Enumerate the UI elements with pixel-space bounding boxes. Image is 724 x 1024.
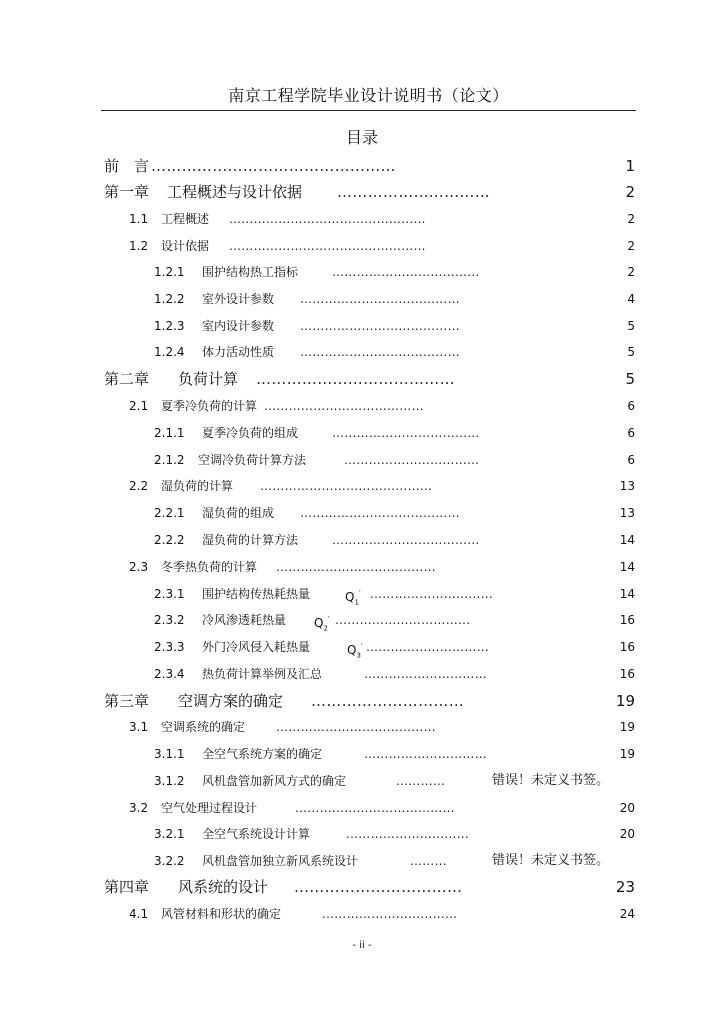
toc-page-number: 2 xyxy=(627,212,635,226)
toc-entry[interactable] xyxy=(0,315,724,337)
toc-entry-number: 3.2.1 xyxy=(154,827,185,841)
toc-entry-label: 室外设计参数 xyxy=(202,292,275,306)
toc-page-number: 1 xyxy=(625,157,635,175)
dot-leader: …………………………… xyxy=(344,453,480,467)
dot-leader: ………………………………… xyxy=(264,399,424,413)
toc-entry-label: 风机盘管加新风方式的确定 xyxy=(202,774,347,788)
dot-leader: ………………………… xyxy=(337,183,490,201)
toc-entry[interactable] xyxy=(0,181,724,203)
heat-load-symbol xyxy=(314,609,330,639)
toc-entry[interactable] xyxy=(0,556,724,578)
dot-leader: ……………………………… xyxy=(332,533,480,547)
toc-entry[interactable] xyxy=(0,155,724,177)
toc-page-number: 6 xyxy=(627,453,635,467)
toc-entry-number: 1.2.2 xyxy=(154,292,185,306)
toc-page-number: 13 xyxy=(619,479,635,493)
toc-entry-number: 4.1 xyxy=(129,907,149,921)
toc-page-number: 16 xyxy=(619,613,635,627)
toc-entry[interactable] xyxy=(0,288,724,310)
toc-page-number: 14 xyxy=(619,560,635,574)
dot-leader: ……………………………… xyxy=(332,265,480,279)
toc-entry-label: 体力活动性质 xyxy=(202,345,275,359)
symbol-subscript: 2 xyxy=(323,624,328,633)
toc-entry[interactable] xyxy=(0,636,724,658)
toc-entry-number: 2.3.2 xyxy=(154,613,185,627)
toc-entry[interactable] xyxy=(0,583,724,605)
symbol-letter: Q xyxy=(314,616,324,630)
bookmark-error-text: 错误！未定义书签。 xyxy=(492,853,610,868)
toc-entry-number: 3.2 xyxy=(129,801,149,815)
toc-entry-label: 工程概述 xyxy=(161,212,210,226)
dot-leader: ………………………… xyxy=(370,587,493,601)
toc-entry[interactable] xyxy=(0,422,724,444)
toc-entry-label: 全空气系统方案的确定 xyxy=(202,747,323,761)
dot-leader: ………………………… xyxy=(346,827,469,841)
toc-page-number: 24 xyxy=(619,907,635,921)
symbol-letter: Q xyxy=(345,590,355,604)
toc-entry-number: 3.1 xyxy=(129,720,149,734)
dot-leader: ………………………… xyxy=(364,667,487,681)
toc-page-number: 14 xyxy=(619,587,635,601)
toc-page-number: 6 xyxy=(627,426,635,440)
toc-entry-number: 2.2.2 xyxy=(154,533,185,547)
toc-entry-number: 3.1.1 xyxy=(154,747,185,761)
running-header: 南京工程学院毕业设计说明书（论文） xyxy=(101,84,636,111)
toc-entry-number: 第一章 xyxy=(104,183,150,201)
toc-entry-number: 1.2 xyxy=(129,239,149,253)
dot-leader: ………………………………………… xyxy=(229,212,426,226)
toc-entry-number: 1.2.1 xyxy=(154,265,185,279)
dot-leader: ………………………………… xyxy=(276,560,436,574)
dot-leader: ………………………… xyxy=(311,692,464,710)
toc-entry[interactable] xyxy=(0,903,724,925)
toc-entry[interactable] xyxy=(0,663,724,685)
toc-page-number: 23 xyxy=(615,878,635,896)
toc-entry-label: 围护结构热工指标 xyxy=(202,265,299,279)
toc-entry-number: 1.1 xyxy=(129,212,149,226)
toc-page-number: 5 xyxy=(627,345,635,359)
dot-leader: ………………………………… xyxy=(295,801,455,815)
toc-entry-number: 3.2.2 xyxy=(154,854,185,868)
dot-leader: ………………………………… xyxy=(300,319,460,333)
toc-entry[interactable] xyxy=(0,449,724,471)
toc-entry-label: 空调冷负荷计算方法 xyxy=(198,453,307,467)
toc-entry[interactable] xyxy=(0,823,724,845)
toc-entry-number: 1.2.3 xyxy=(154,319,185,333)
toc-page-number: 6 xyxy=(627,399,635,413)
toc-entry-label: 冷风渗透耗热量 xyxy=(202,613,287,627)
toc-entry[interactable] xyxy=(0,850,724,872)
toc-entry-number: 2.2 xyxy=(129,479,149,493)
toc-page-number: 5 xyxy=(625,370,635,388)
toc-entry-label: 空调方案的确定 xyxy=(178,692,284,710)
toc-entry-number: 2.3 xyxy=(129,560,149,574)
symbol-letter: Q xyxy=(347,643,357,657)
toc-entry-number: 2.2.1 xyxy=(154,506,185,520)
toc-page-number: 19 xyxy=(615,692,635,710)
dot-leader: …………………………… xyxy=(322,907,458,921)
dot-leader: ……… xyxy=(410,854,447,868)
dot-leader: ………………………………… xyxy=(300,292,460,306)
symbol-subscript: 3 xyxy=(356,651,361,660)
toc-entry-label: 围护结构传热耗热量 xyxy=(202,587,311,601)
toc-page-number: 5 xyxy=(627,319,635,333)
toc-entry[interactable] xyxy=(0,609,724,631)
toc-entry-label: 湿负荷的计算 xyxy=(161,479,234,493)
toc-page-number: 2 xyxy=(625,183,635,201)
dot-leader: ………………………………… xyxy=(276,720,436,734)
toc-page-number: 20 xyxy=(619,827,635,841)
toc-entry-number: 第三章 xyxy=(104,692,150,710)
toc-entry-label: 全空气系统设计计算 xyxy=(202,827,311,841)
toc-page-number: 16 xyxy=(619,667,635,681)
toc-entry[interactable] xyxy=(0,208,724,230)
symbol-prime: ′ xyxy=(360,642,363,651)
heat-load-symbol xyxy=(347,636,363,666)
dot-leader: ………………………… xyxy=(364,747,487,761)
toc-page-number: 2 xyxy=(627,265,635,279)
toc-page-number: 16 xyxy=(619,640,635,654)
toc-entry[interactable] xyxy=(0,529,724,551)
toc-entry-number: 第四章 xyxy=(104,878,150,896)
toc-entry-label: 夏季冷负荷的组成 xyxy=(202,426,299,440)
toc-entry-number: 2.3.1 xyxy=(154,587,185,601)
dot-leader: ………………………………………… xyxy=(229,239,426,253)
toc-entry[interactable] xyxy=(0,502,724,524)
toc-entry[interactable] xyxy=(0,235,724,257)
toc-entry-number: 2.1.1 xyxy=(154,426,185,440)
toc-page-number: 4 xyxy=(627,292,635,306)
toc-title: 目录 xyxy=(345,128,378,147)
toc-entry-label: 风系统的设计 xyxy=(178,878,269,896)
toc-entry-label: 工程概述与设计依据 xyxy=(167,183,303,201)
toc-page-number: 14 xyxy=(619,533,635,547)
dot-leader: ………………………………………… xyxy=(151,157,396,175)
symbol-prime: ′ xyxy=(358,589,361,598)
bookmark-error-text: 错误！未定义书签。 xyxy=(492,773,610,788)
toc-entry[interactable] xyxy=(0,368,724,390)
toc-entry[interactable] xyxy=(0,716,724,738)
toc-entry-number: 2.3.4 xyxy=(154,667,185,681)
toc-entry-label: 热负荷计算举例及汇总 xyxy=(202,667,323,681)
toc-entry-number: 3.1.2 xyxy=(154,774,185,788)
toc-entry[interactable] xyxy=(0,876,724,898)
toc-entry-number: 2.3.3 xyxy=(154,640,185,654)
dot-leader: …………………………………… xyxy=(260,479,433,493)
toc-entry-label: 外门冷风侵入耗热量 xyxy=(202,640,311,654)
toc-entry[interactable] xyxy=(0,690,724,712)
toc-page-number: 20 xyxy=(619,801,635,815)
toc-entry-label: 风机盘管加独立新风系统设计 xyxy=(202,854,359,868)
toc-entry-label: 湿负荷的组成 xyxy=(202,506,275,520)
toc-entry[interactable] xyxy=(0,743,724,765)
toc-entry-number: 前 言 xyxy=(104,157,150,175)
toc-entry-label: 湿负荷的计算方法 xyxy=(202,533,299,547)
page-number-footer: - ii - xyxy=(352,940,372,951)
symbol-prime: ′ xyxy=(327,615,330,624)
toc-entry-label: 空调系统的确定 xyxy=(161,720,246,734)
dot-leader: …………………………… xyxy=(294,878,463,896)
toc-page-number: 13 xyxy=(619,506,635,520)
toc-entry-number: 2.1.2 xyxy=(154,453,185,467)
toc-entry-label: 夏季冷负荷的计算 xyxy=(161,399,258,413)
toc-entry-label: 负荷计算 xyxy=(178,370,239,388)
toc-entry-number: 1.2.4 xyxy=(154,345,185,359)
toc-entry-number: 第二章 xyxy=(104,370,150,388)
toc-entry-label: 风管材料和形状的确定 xyxy=(161,907,282,921)
toc-entry[interactable] xyxy=(0,261,724,283)
toc-page-number: 19 xyxy=(619,720,635,734)
toc-entry[interactable] xyxy=(0,797,724,819)
dot-leader: ………………………………… xyxy=(256,370,455,388)
dot-leader: ……………………………… xyxy=(332,426,480,440)
toc-entry[interactable] xyxy=(0,770,724,792)
dot-leader: ………………………… xyxy=(366,640,489,654)
toc-entry-label: 室内设计参数 xyxy=(202,319,275,333)
dot-leader: ………… xyxy=(396,774,446,788)
toc-entry-label: 空气处理过程设计 xyxy=(161,801,258,815)
dot-leader: ………………………………… xyxy=(300,506,460,520)
symbol-subscript: 1 xyxy=(354,598,359,607)
toc-entry-label: 冬季热负荷的计算 xyxy=(161,560,258,574)
toc-entry[interactable] xyxy=(0,475,724,497)
toc-page-number: 2 xyxy=(627,239,635,253)
toc-entry[interactable] xyxy=(0,395,724,417)
toc-entry-label: 设计依据 xyxy=(161,239,210,253)
toc-page-number: 19 xyxy=(619,747,635,761)
toc-entry-number: 2.1 xyxy=(129,399,149,413)
toc-entry[interactable] xyxy=(0,341,724,363)
dot-leader: …………………………… xyxy=(335,613,471,627)
dot-leader: ………………………………… xyxy=(300,345,460,359)
